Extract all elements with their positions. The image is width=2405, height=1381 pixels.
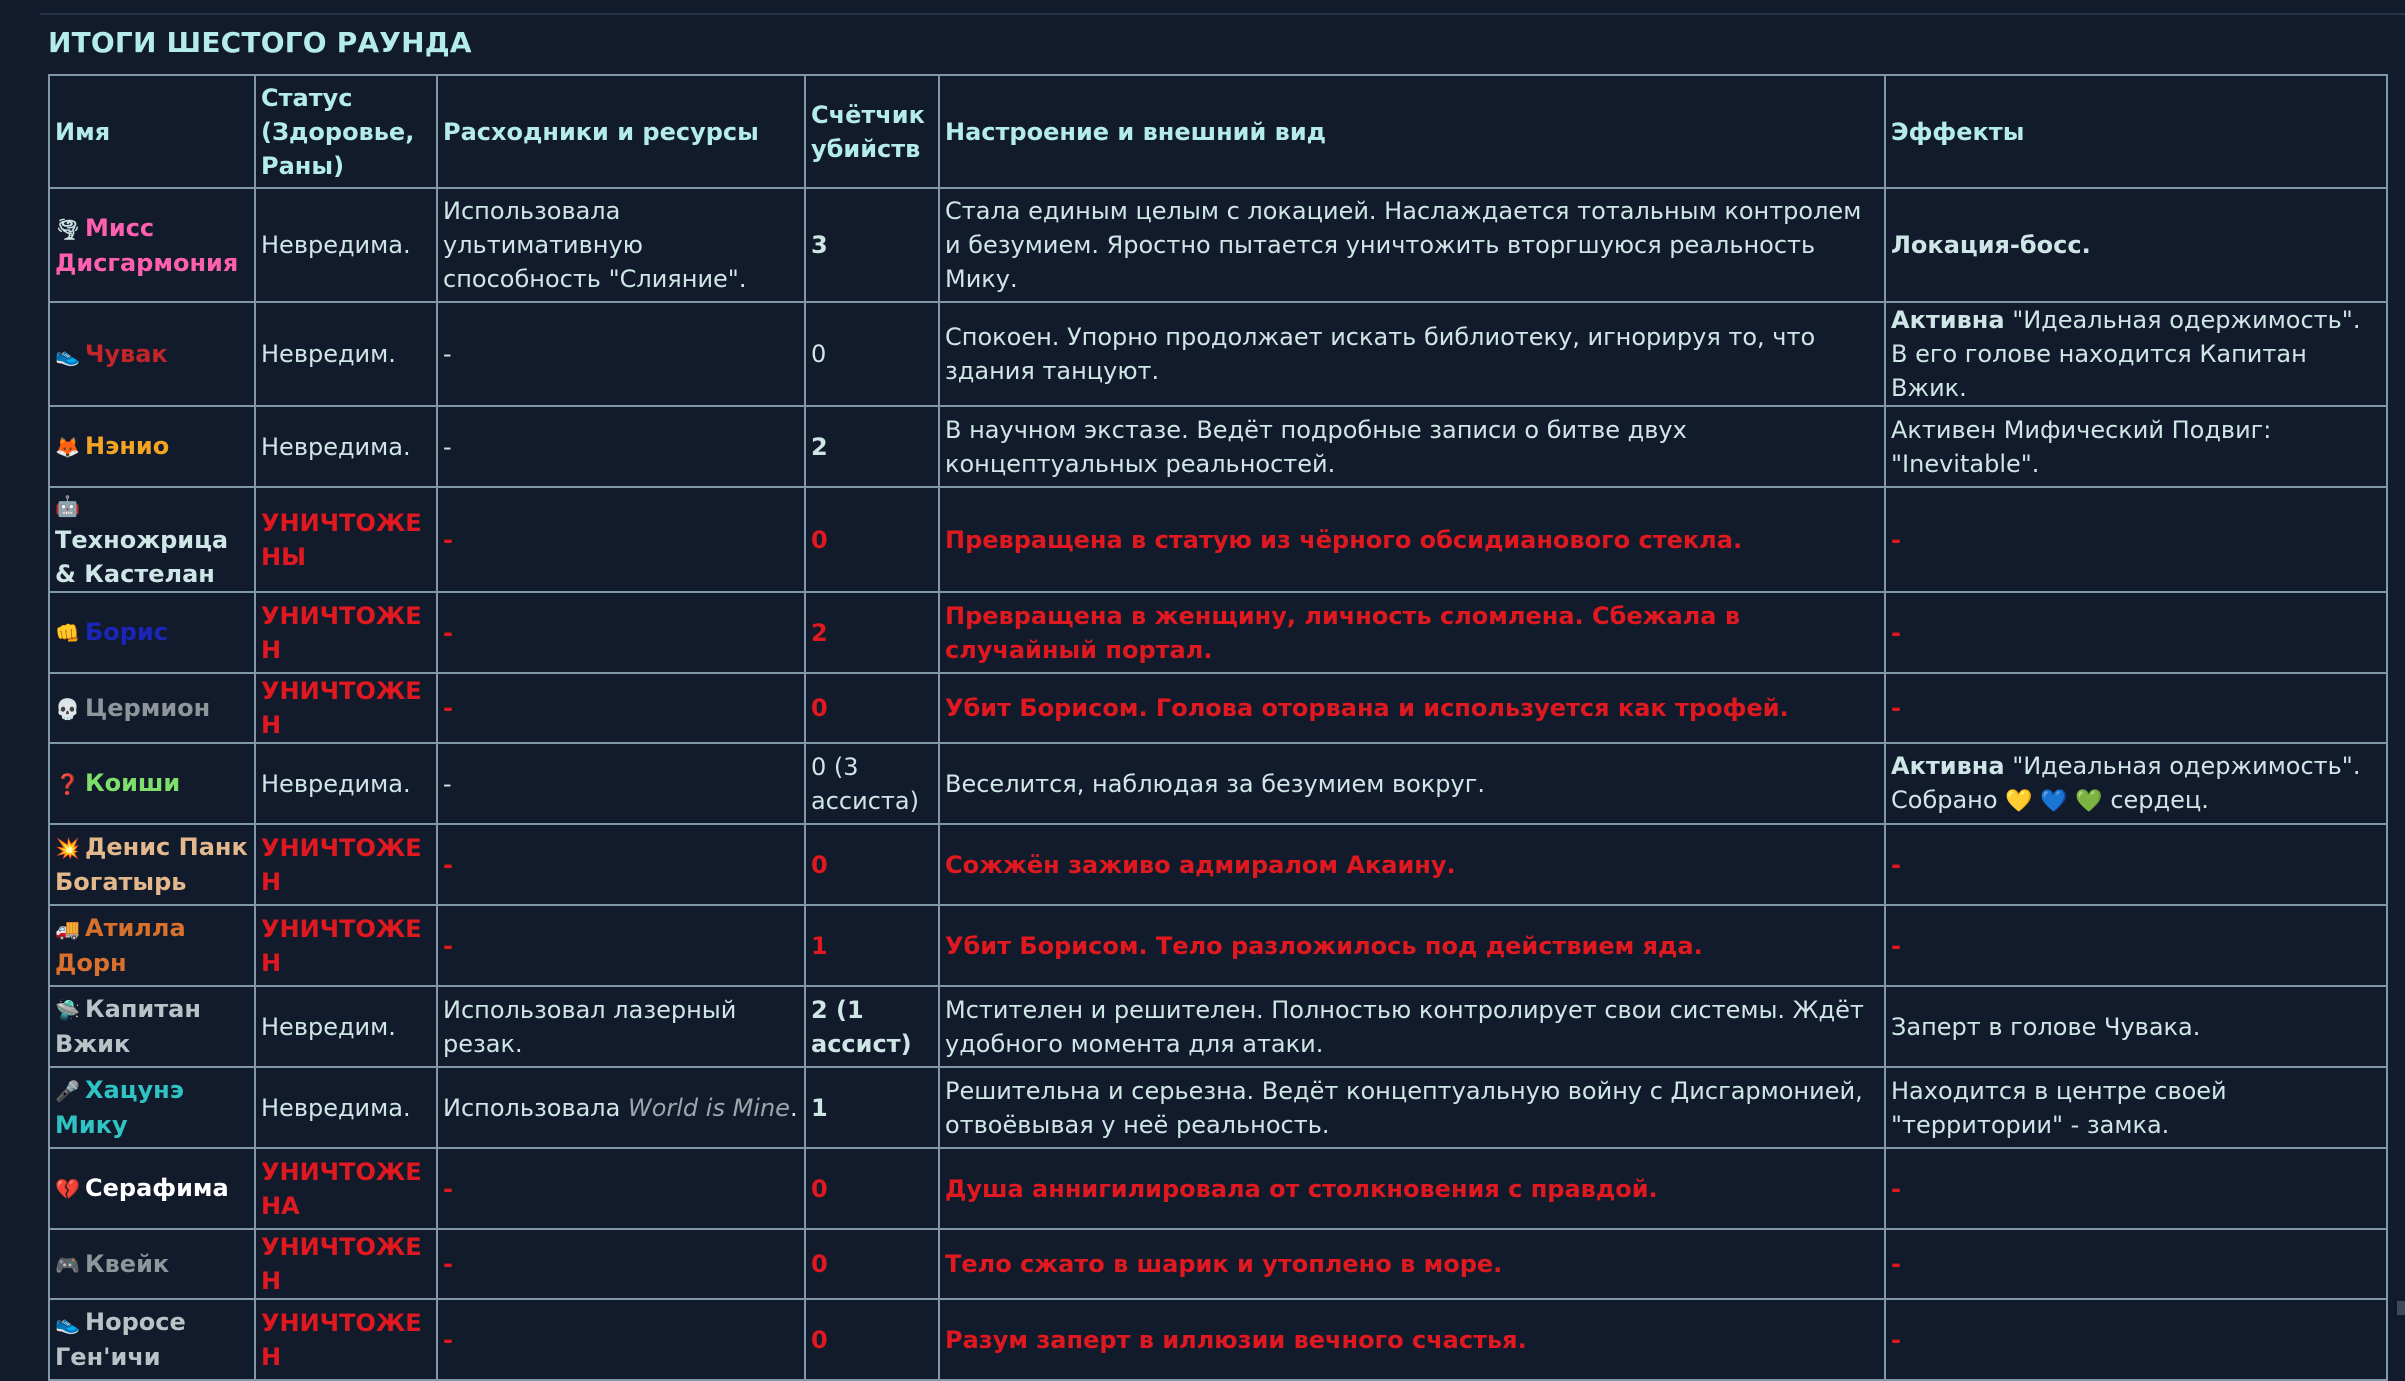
mood-cell: Сожжён заживо адмиралом Акаину. xyxy=(939,824,1885,905)
header-status: Статус (Здоровье, Раны) xyxy=(255,75,437,188)
resources-cell xyxy=(437,1067,805,1148)
explosion-icon: 💥 xyxy=(55,836,80,860)
kills-cell: 3 xyxy=(805,188,939,302)
kills-cell: 2 xyxy=(805,406,939,487)
table-header-row xyxy=(49,75,2387,188)
status-cell: УНИЧТОЖЕН xyxy=(255,824,437,905)
resources-text-end: . xyxy=(789,1093,798,1122)
resources-cell: - xyxy=(437,743,805,824)
status-cell: Невредима. xyxy=(255,743,437,824)
kills-cell: 0 xyxy=(805,673,939,743)
status-cell: УНИЧТОЖЕН xyxy=(255,673,437,743)
header-name: Имя xyxy=(49,75,255,188)
kills-cell: 0 xyxy=(805,824,939,905)
character-name-cell xyxy=(49,1229,255,1299)
character-name-cell xyxy=(49,302,255,406)
resources-cell: - xyxy=(437,905,805,986)
effects-cell: - xyxy=(1885,1229,2387,1299)
character-name-cell xyxy=(49,1067,255,1148)
status-cell: УНИЧТОЖЕН xyxy=(255,1299,437,1380)
mood-cell: Мстителен и решителен. Полностью контролирует свои системы. Ждёт удобного момента для атаки. xyxy=(939,986,1885,1067)
character-name-cell xyxy=(49,673,255,743)
mood-cell: Веселится, наблюдая за безумием вокруг. xyxy=(939,743,1885,824)
status-cell: УНИЧТОЖЕН xyxy=(255,905,437,986)
skull-icon: 💀 xyxy=(55,696,80,721)
table-row xyxy=(49,743,2387,824)
table-row xyxy=(49,302,2387,406)
character-name: Техножрица & Кастелан xyxy=(55,526,229,588)
effects-cell: - xyxy=(1885,824,2387,905)
broken-heart-icon: 💔 xyxy=(55,1177,80,1201)
character-name: Серафима xyxy=(85,1174,229,1202)
kills-cell: 2 xyxy=(805,592,939,673)
effects-cell xyxy=(1885,743,2387,824)
kills-cell: 0 xyxy=(805,1148,939,1229)
table-row xyxy=(49,592,2387,673)
table-row xyxy=(49,673,2387,743)
mood-cell: Спокоен. Упорно продолжает искать библиотеку, игнорируя то, что здания танцуют. xyxy=(939,302,1885,406)
header-kills: Счётчик убийств xyxy=(805,75,939,188)
resources-cell: - xyxy=(437,824,805,905)
character-name: Мисс Дисгармония xyxy=(55,213,239,277)
table-row xyxy=(49,1299,2387,1380)
table-row xyxy=(49,1229,2387,1299)
blue-heart-icon: 💙 xyxy=(2040,788,2068,814)
resources-cell: - xyxy=(437,1148,805,1229)
character-name: Чувак xyxy=(85,339,168,368)
character-name: Норосе Ген'ичи xyxy=(55,1308,186,1371)
resources-ability: World is Mine xyxy=(627,1093,790,1122)
mood-cell: Решительна и серьезна. Ведёт концептуальную войну с Дисгармонией, отвоёвывая у неё реальность. xyxy=(939,1067,1885,1148)
scroll-corner xyxy=(2397,1301,2405,1315)
table-row xyxy=(49,487,2387,592)
status-cell: Невредима. xyxy=(255,1067,437,1148)
resources-cell: Использовал лазерный резак. xyxy=(437,986,805,1067)
effects-cell: - xyxy=(1885,487,2387,592)
kills-cell: 2 (1 ассист) xyxy=(805,986,939,1067)
table-row xyxy=(49,1148,2387,1229)
character-name-cell xyxy=(49,824,255,905)
fist-icon: 👊 xyxy=(55,621,80,645)
character-name-cell xyxy=(49,188,255,302)
mood-cell: Разум заперт в иллюзии вечного счастья. xyxy=(939,1299,1885,1380)
kills-cell: 0 xyxy=(805,302,939,406)
truck-icon: 🚚 xyxy=(55,917,80,941)
character-name-cell xyxy=(49,905,255,986)
mood-cell: Убит Борисом. Тело разложилось под действием яда. xyxy=(939,905,1885,986)
kills-cell: 0 (3 ассиста) xyxy=(805,743,939,824)
character-name-cell xyxy=(49,1299,255,1380)
microphone-icon: 🎤 xyxy=(55,1079,80,1103)
effects-cell: - xyxy=(1885,1148,2387,1229)
character-name: Атилла Дорн xyxy=(55,914,186,977)
kills-cell: 0 xyxy=(805,1299,939,1380)
effects-cell: - xyxy=(1885,673,2387,743)
mood-cell: Душа аннигилировала от столкновения с правдой. xyxy=(939,1148,1885,1229)
resources-cell: - xyxy=(437,302,805,406)
status-cell: УНИЧТОЖЕН xyxy=(255,1229,437,1299)
character-name: Борис xyxy=(85,618,169,646)
status-cell: Невредим. xyxy=(255,986,437,1067)
resources-cell: - xyxy=(437,406,805,487)
effects-cell: - xyxy=(1885,905,2387,986)
status-cell: УНИЧТОЖЕН xyxy=(255,592,437,673)
resources-cell: Использовала ультимативную способность "Слияние". xyxy=(437,188,805,302)
kills-cell: 1 xyxy=(805,1067,939,1148)
yellow-heart-icon: 💛 xyxy=(2005,788,2033,814)
status-cell: Невредим. xyxy=(255,302,437,406)
sneaker-icon: 👟 xyxy=(55,1311,80,1335)
effects-cell: - xyxy=(1885,592,2387,673)
character-name-cell xyxy=(49,592,255,673)
character-name-cell xyxy=(49,487,255,592)
mood-cell: В научном экстазе. Ведёт подробные записи о битве двух концептуальных реальностей. xyxy=(939,406,1885,487)
mood-cell: Превращена в женщину, личность сломлена. Сбежала в случайный портал. xyxy=(939,592,1885,673)
kills-cell: 0 xyxy=(805,487,939,592)
character-name-cell xyxy=(49,406,255,487)
character-name-cell xyxy=(49,986,255,1067)
status-cell: Невредима. xyxy=(255,406,437,487)
table-row xyxy=(49,824,2387,905)
table-row xyxy=(49,1067,2387,1148)
character-name: Квейк xyxy=(85,1249,170,1278)
sneaker-icon: 👟 xyxy=(55,342,80,367)
effects-cell xyxy=(1885,302,2387,406)
character-name: Хацунэ Мику xyxy=(55,1076,184,1139)
header-mood: Настроение и внешний вид xyxy=(939,75,1885,188)
round-results-table xyxy=(48,74,2388,1381)
mood-cell: Превращена в статую из чёрного обсидианового стекла. xyxy=(939,487,1885,592)
status-cell: УНИЧТОЖЕНЫ xyxy=(255,487,437,592)
green-heart-icon: 💚 xyxy=(2075,788,2103,814)
gamepad-icon: 🎮 xyxy=(55,1252,80,1277)
effects-cell: Активен Мифический Подвиг: "Inevitable". xyxy=(1885,406,2387,487)
character-name: Цермион xyxy=(85,693,211,722)
character-name: Денис Панк Богатырь xyxy=(55,833,248,896)
resources-cell: - xyxy=(437,487,805,592)
effects-cell: Находится в центре своей "территории" - замка. xyxy=(1885,1067,2387,1148)
kills-cell: 1 xyxy=(805,905,939,986)
mood-cell: Убит Борисом. Голова оторвана и используется как трофей. xyxy=(939,673,1885,743)
character-name-cell xyxy=(49,1148,255,1229)
effects-cell: - xyxy=(1885,1299,2387,1380)
table-row xyxy=(49,905,2387,986)
effect-text: "Идеальная одержимость". Собрано xyxy=(1891,751,2361,814)
table-row xyxy=(49,986,2387,1067)
status-cell: УНИЧТОЖЕНА xyxy=(255,1148,437,1229)
character-name: Нэнио xyxy=(85,432,170,460)
robot-icon: 🤖 xyxy=(55,494,80,518)
tornado-icon: 🌪 xyxy=(55,216,81,241)
resources-cell: - xyxy=(437,673,805,743)
resources-cell: - xyxy=(437,592,805,673)
mood-cell: Стала единым целым с локацией. Наслаждается тотальным контролем и безумием. Яростно пытается уничтожить вторгшуюся реальность Мику. xyxy=(939,188,1885,302)
ufo-icon: 🛸 xyxy=(55,998,80,1022)
resources-cell: - xyxy=(437,1299,805,1380)
effect-text-end: сердец. xyxy=(2102,785,2209,814)
table-row xyxy=(49,188,2387,302)
effect-text: "Идеальная одержимость". В его голове находится Капитан Вжик. xyxy=(1891,306,2361,402)
mood-cell: Тело сжато в шарик и утоплено в море. xyxy=(939,1229,1885,1299)
character-name: Капитан Вжик xyxy=(55,995,201,1058)
kills-cell: 0 xyxy=(805,1229,939,1299)
resources-text: Использовала xyxy=(443,1093,628,1122)
effect-label: Активна xyxy=(1891,306,2005,334)
page-title: ИТОГИ ШЕСТОГО РАУНДА xyxy=(48,26,472,59)
top-divider xyxy=(40,13,2405,15)
character-name-cell xyxy=(49,743,255,824)
status-cell: Невредима. xyxy=(255,188,437,302)
effects-cell: Локация-босс. xyxy=(1885,188,2387,302)
header-resources: Расходники и ресурсы xyxy=(437,75,805,188)
effect-label: Активна xyxy=(1891,751,2005,780)
header-effects: Эффекты xyxy=(1885,75,2387,188)
effects-cell: Заперт в голове Чувака. xyxy=(1885,986,2387,1067)
question-mark-icon: ❓ xyxy=(55,772,80,796)
fox-icon: 🦊 xyxy=(55,435,80,459)
table-row xyxy=(49,406,2387,487)
resources-cell: - xyxy=(437,1229,805,1299)
character-name: Коиши xyxy=(85,769,181,797)
